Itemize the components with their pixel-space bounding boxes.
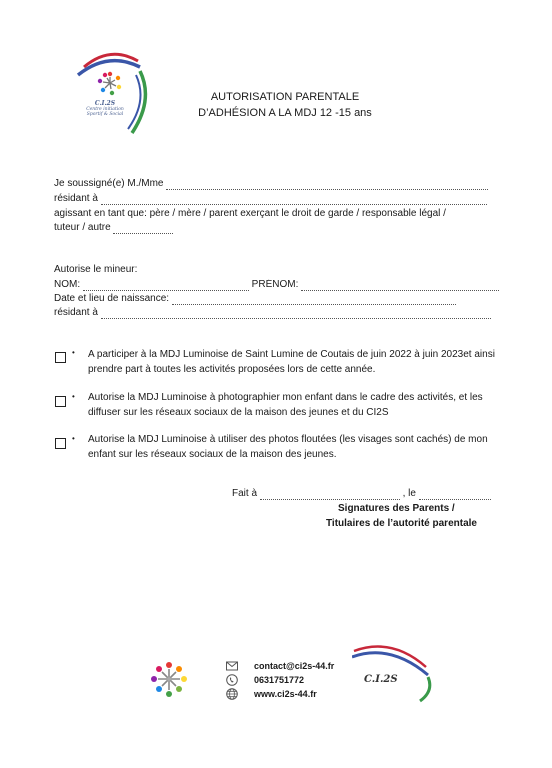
firstname-field[interactable] bbox=[301, 281, 499, 291]
photo-consent-text: Autorise la MDJ Luminoise à photographier mon enfant dans le cadre des activités, et les diffuser sur les réseaux sociaux de la maison des jeunes et du CI2S bbox=[88, 392, 483, 418]
residing-field[interactable] bbox=[101, 195, 487, 205]
residing-label: résidant à bbox=[54, 193, 98, 204]
undersigned-line[interactable] bbox=[54, 178, 488, 190]
acting-line bbox=[54, 208, 446, 220]
contact-phone[interactable]: 0631751772 bbox=[254, 675, 305, 685]
date-field[interactable] bbox=[419, 490, 491, 500]
logo-text bbox=[80, 100, 130, 117]
residing-line[interactable] bbox=[54, 193, 487, 205]
guardian-other-field[interactable] bbox=[113, 224, 173, 234]
ci2s-logo bbox=[70, 45, 150, 140]
participation-checkbox[interactable] bbox=[55, 352, 66, 363]
guardian-label: tuteur / autre bbox=[54, 222, 111, 233]
minor-residing-label: résidant à bbox=[54, 307, 98, 318]
made-at-line[interactable] bbox=[232, 488, 491, 500]
name-label: NOM: bbox=[54, 279, 81, 290]
document-title: AUTORISATION PARENTALE bbox=[210, 91, 360, 103]
phone-icon bbox=[226, 674, 238, 686]
minor-residing-line[interactable] bbox=[54, 307, 491, 319]
contact-email[interactable]: contact@ci2s-44.fr bbox=[254, 661, 335, 671]
flower-logo-icon bbox=[145, 658, 193, 700]
name-line[interactable] bbox=[54, 279, 499, 291]
minor-residing-field[interactable] bbox=[101, 309, 491, 319]
logo-tagline: Centre initiation Sportif & Social bbox=[86, 107, 124, 117]
made-at-field[interactable] bbox=[260, 490, 400, 500]
globe-icon bbox=[226, 688, 238, 700]
blurred-photo-checkbox[interactable] bbox=[55, 438, 66, 449]
birth-line[interactable] bbox=[54, 293, 456, 305]
birth-label: Date et lieu de naissance: bbox=[54, 293, 170, 304]
acting-label: agissant en tant que: père / mère / parent exerçant le droit de garde / responsable légal / bbox=[54, 208, 446, 219]
date-label: , le bbox=[402, 488, 416, 499]
participation-text: A participer à la MDJ Luminoise de Saint Lumine de Coutais de juin 2022 à juin 2023et ainsi prendre part à toutes les activités proposées lors de cette année. bbox=[88, 349, 495, 375]
photo-consent-checkbox[interactable] bbox=[55, 396, 66, 407]
bullet-icon: • bbox=[72, 392, 75, 401]
name-field[interactable] bbox=[83, 281, 249, 291]
authorise-minor-label: Autorise le mineur: bbox=[54, 264, 138, 275]
bullet-icon: • bbox=[72, 348, 75, 357]
made-at-label: Fait à bbox=[232, 488, 258, 499]
signature-title: Signatures des Parents / bbox=[338, 503, 455, 514]
firstname-label: PRÉNOM: bbox=[251, 279, 299, 290]
document-subtitle: D’ADHÉSION A LA MDJ 12 -15 ans bbox=[198, 107, 372, 119]
bullet-icon: • bbox=[72, 434, 75, 443]
guardian-line[interactable] bbox=[54, 222, 173, 234]
birth-field[interactable] bbox=[172, 295, 456, 305]
footer-brand: C.I.2S bbox=[364, 674, 398, 685]
signature-subtitle: Titulaires de l’autorité parentale bbox=[326, 518, 477, 529]
authorise-minor-line bbox=[54, 264, 137, 276]
undersigned-label: Je soussigné(e) M./Mme bbox=[54, 178, 164, 189]
contact-website[interactable]: www.ci2s-44.fr bbox=[254, 689, 317, 699]
undersigned-field[interactable] bbox=[166, 180, 488, 190]
logo-brand: C.I.2S bbox=[94, 100, 116, 107]
envelope-icon bbox=[226, 660, 238, 672]
blurred-photo-text: Autorise la MDJ Luminoise à utiliser des photos floutées (les visages sont cachés) de mon enfant sur les réseaux sociaux de la maison des jeunes. bbox=[88, 434, 488, 460]
